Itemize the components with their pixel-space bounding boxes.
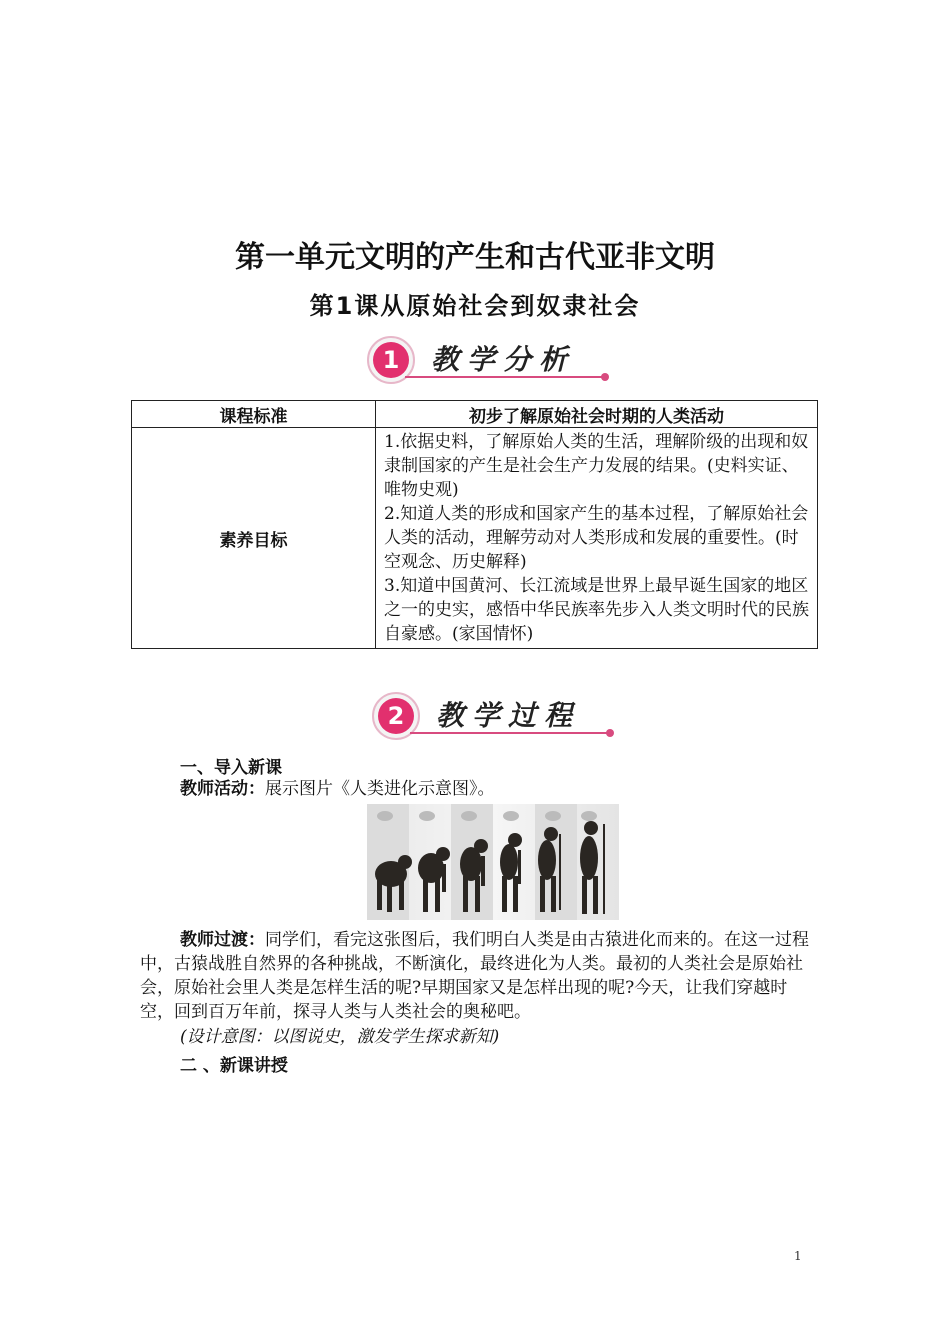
section-heading-new-lesson: 二 、新课讲授 bbox=[180, 1056, 288, 1076]
lesson-title: 第1课从原始社会到奴隶社会 bbox=[309, 292, 641, 320]
design-intent: (设计意图：以图说史，激发学生探求新知) bbox=[180, 1027, 500, 1047]
banner-label: 教学分析 bbox=[431, 343, 576, 376]
banner-label: 教学过程 bbox=[436, 699, 581, 732]
number-badge: 1 bbox=[367, 336, 415, 384]
banner-underline bbox=[405, 376, 605, 378]
goal-item: 1.依据史料，了解原始人类的生活，理解阶级的出现和奴隶制国家的产生是社会生产力发展的结果。(史料实证、唯物史观) bbox=[384, 432, 809, 500]
goals-cell bbox=[376, 428, 818, 649]
banner-dot bbox=[606, 729, 614, 737]
transition-text: 同学们，看完这张图后，我们明白人类是由古猿进化而来的。在这一过程中，古猿战胜自然界的各种挑战，不断演化，最终进化为人类。最初的人类社会是原始社会，原始社会里人类是怎样生活的呢?早期国家又是怎样出现的呢?今天，让我们穿越时空，回到百万年前，探寻人类与人类社会的奥秘吧。 bbox=[140, 930, 809, 1022]
table-row-label: 素养目标 bbox=[132, 428, 376, 649]
teacher-activity-label: 教师活动： bbox=[180, 779, 265, 799]
teacher-transition bbox=[140, 928, 812, 1024]
teacher-activity-text: 展示图片《人类进化示意图》。 bbox=[265, 779, 495, 799]
evolution-illustration bbox=[367, 804, 619, 920]
section-heading-intro: 一、导入新课 bbox=[180, 758, 282, 778]
transition-label: 教师过渡： bbox=[180, 930, 265, 950]
banner-dot bbox=[601, 373, 609, 381]
goal-item: 2.知道人类的形成和国家产生的基本过程，了解原始社会人类的活动，理解劳动对人类形成和发展的重要性。(时空观念、历史解释) bbox=[384, 504, 809, 572]
number-badge: 2 bbox=[372, 692, 420, 740]
unit-title: 第一单元文明的产生和古代亚非文明 bbox=[235, 240, 715, 275]
analysis-table bbox=[131, 400, 818, 649]
goal-item: 3.知道中国黄河、长江流域是世界上最早诞生国家的地区之一的史实，感悟中华民族率先步入人类文明时代的民族自豪感。(家国情怀) bbox=[384, 576, 809, 644]
banner-underline bbox=[410, 732, 610, 734]
section-banner-teaching-analysis bbox=[365, 334, 615, 384]
table-header-content: 初步了解原始社会时期的人类活动 bbox=[376, 401, 818, 428]
teacher-activity bbox=[180, 777, 495, 801]
section-banner-teaching-process bbox=[370, 690, 620, 740]
table-header-standard: 课程标准 bbox=[132, 401, 376, 428]
page-number: 1 bbox=[794, 1249, 802, 1263]
human-evolution-image bbox=[367, 804, 619, 920]
